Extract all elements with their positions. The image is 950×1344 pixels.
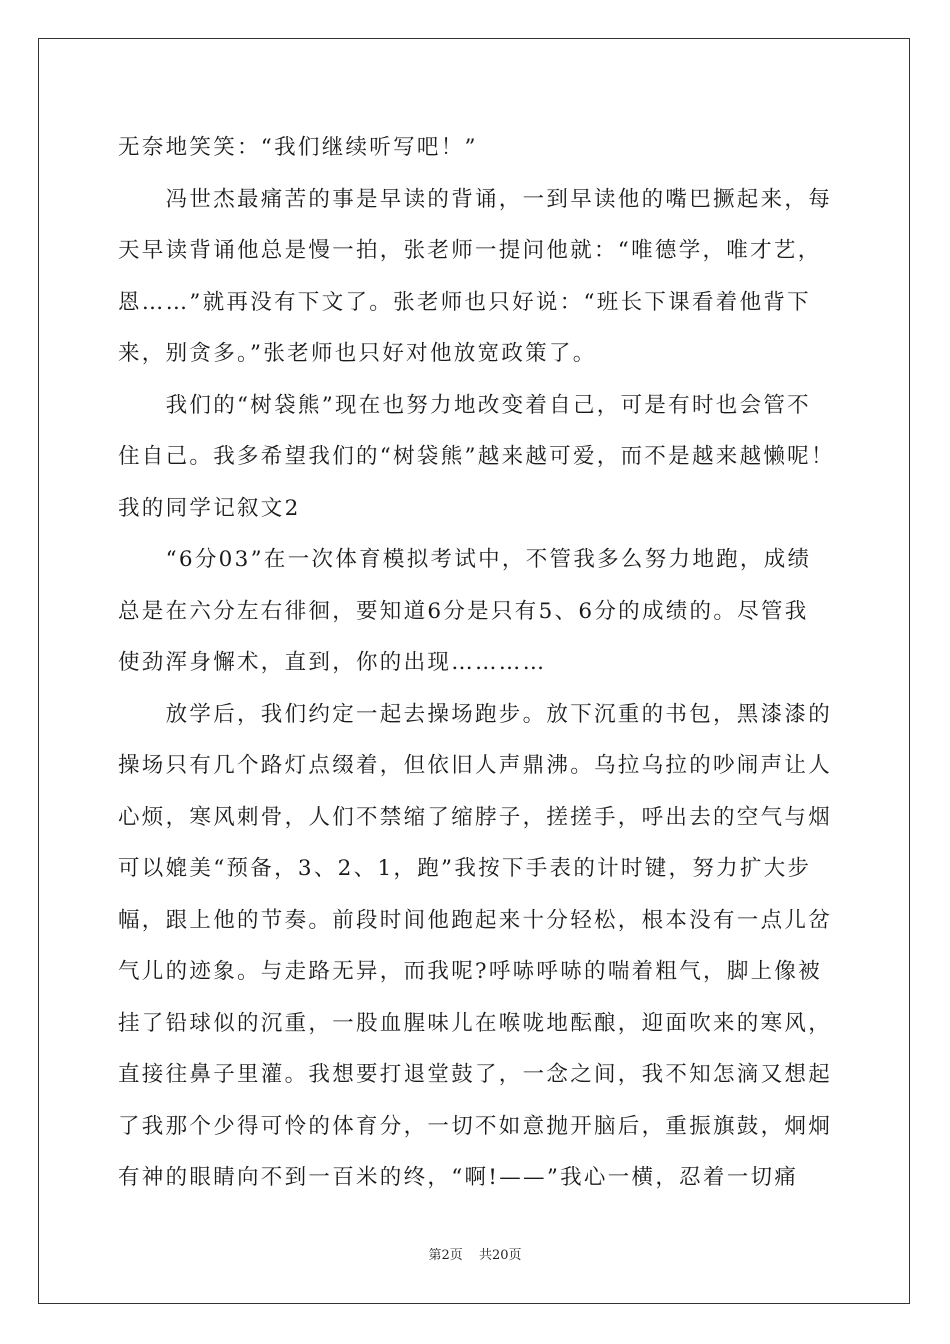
text-line: 总是在六分左右徘徊，要知道6分是只有5、6分的成绩的。尽管我 bbox=[118, 598, 809, 624]
page-footer bbox=[0, 1244, 950, 1263]
text-line: “6分03”在一次体育模拟考试中，不管我多么努力地跑，成绩 bbox=[118, 547, 812, 572]
text-line: 无奈地笑笑：“我们继续听写吧！” bbox=[118, 135, 478, 160]
text-line: 气儿的迹象。与走路无异，而我呢?呼哧呼哧的喘着粗气，脚上像被 bbox=[118, 959, 823, 984]
text-line: 来，别贪多。”张老师也只好对他放宽政策了。 bbox=[118, 341, 597, 366]
text-line: 我们的“树袋熊”现在也努力地改变着自己，可是有时也会管不 bbox=[118, 392, 811, 418]
text-line: 冯世杰最痛苦的事是早读的背诵，一到早读他的嘴巴撅起来，每 bbox=[118, 186, 833, 212]
text-line: 可以媲美“预备，3、2、1，跑”我按下手表的计时键，努力扩大步 bbox=[118, 856, 812, 881]
text-line: 幅，跟上他的节奏。前段时间他跑起来十分轻松，根本没有一点儿岔 bbox=[118, 907, 833, 933]
text-line: 住自己。我多希望我们的“树袋熊”越来越可爱，而不是越来越懒呢！ bbox=[118, 444, 835, 469]
section-heading: 我的同学记叙文2 bbox=[118, 495, 301, 521]
text-line: 了我那个少得可怜的体育分，一切不如意抛开脑后，重振旗鼓，炯炯 bbox=[118, 1113, 833, 1139]
document-body bbox=[118, 122, 834, 1204]
text-line: 恩……”就再没有下文了。张老师也只好说：“班长下课看着他背下 bbox=[118, 289, 811, 315]
text-line: 有神的眼睛向不到一百米的终，“啊!——”我心一横，忍着一切痛 bbox=[118, 1165, 799, 1190]
text-line: 心烦，寒风刺骨，人们不禁缩了缩脖子，搓搓手，呼出去的空气与烟 bbox=[118, 804, 833, 830]
text-line: 天早读背诵他总是慢一拍，张老师一提问他就：“唯德学，唯才艺， bbox=[118, 238, 822, 263]
text-line: 放学后，我们约定一起去操场跑步。放下沉重的书包，黑漆漆的 bbox=[118, 701, 833, 727]
page-number: 第2页 bbox=[428, 1248, 463, 1263]
text-line: 挂了铅球似的沉重，一股血腥味儿在喉咙地酝酿，迎面吹来的寒风， bbox=[118, 1010, 833, 1036]
text-line: 操场只有几个路灯点缀着，但依旧人声鼎沸。乌拉乌拉的吵闹声让人 bbox=[118, 753, 833, 778]
text-line: 直接往鼻子里灌。我想要打退堂鼓了，一念之间，我不知怎滴又想起 bbox=[118, 1062, 833, 1087]
text-line: 使劲浑身懈术，直到，你的出现………… bbox=[118, 650, 547, 675]
page-total: 共20页 bbox=[478, 1248, 522, 1263]
